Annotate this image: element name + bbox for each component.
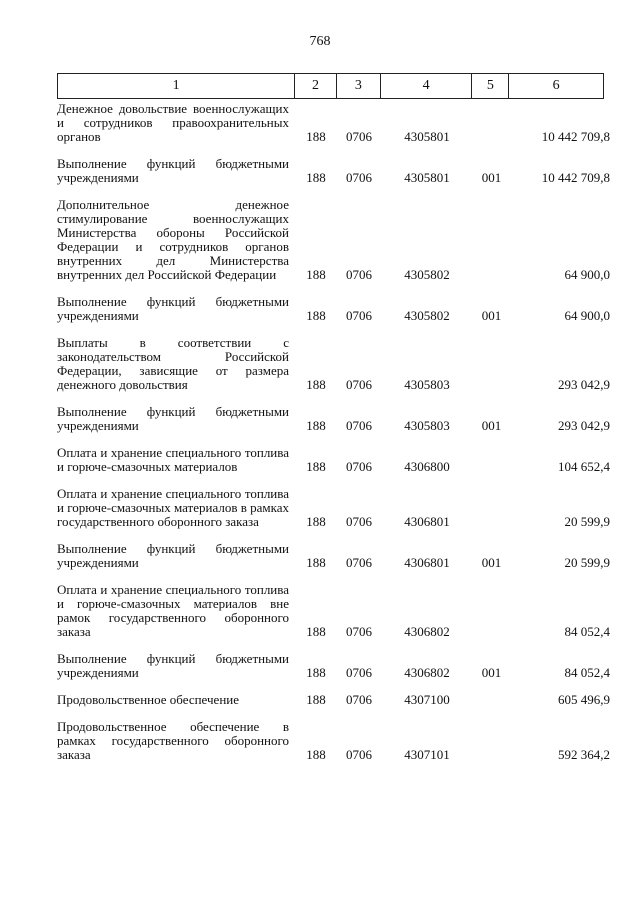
row-col-2: 188 xyxy=(306,418,326,433)
header-col-5: 5 xyxy=(472,74,509,98)
row-col-3: 0706 xyxy=(346,377,372,392)
row-col-3: 0706 xyxy=(346,129,372,144)
row-name: Продовольственное обеспечение в рамках государственного оборонного заказа xyxy=(57,719,289,762)
row-col-2: 188 xyxy=(306,514,326,529)
row-col-3: 0706 xyxy=(346,747,372,762)
row-col-3: 0706 xyxy=(346,170,372,185)
row-name: Дополнительное денежное стимулирование военнослужащих Министерства обороны Российской Федерации и сотрудников органов внутренних дел Министерства внутренних дел Российской Федерации xyxy=(57,197,289,282)
row-col-6: 293 042,9 xyxy=(558,377,610,392)
row-name: Продовольственное обеспечение xyxy=(57,692,239,707)
table-row xyxy=(57,583,617,639)
row-col-3: 0706 xyxy=(346,267,372,282)
row-col-3: 0706 xyxy=(346,418,372,433)
row-col-3: 0706 xyxy=(346,624,372,639)
row-col-4: 4306802 xyxy=(404,665,450,680)
table-row xyxy=(57,693,617,707)
table-row xyxy=(57,487,617,529)
row-col-4: 4307101 xyxy=(404,747,450,762)
row-col-2: 188 xyxy=(306,624,326,639)
row-col-6: 84 052,4 xyxy=(564,665,610,680)
row-col-3: 0706 xyxy=(346,459,372,474)
row-col-6: 64 900,0 xyxy=(564,267,610,282)
table-row xyxy=(57,295,617,323)
row-name: Выполнение функций бюджетными учреждениями xyxy=(57,156,289,185)
row-col-2: 188 xyxy=(306,692,326,707)
row-col-6: 592 364,2 xyxy=(558,747,610,762)
row-name: Выполнение функций бюджетными учреждениями xyxy=(57,294,289,323)
table-row xyxy=(57,542,617,570)
row-col-2: 188 xyxy=(306,267,326,282)
row-col-4: 4306801 xyxy=(404,555,450,570)
row-col-4: 4305801 xyxy=(404,170,450,185)
header-col-2: 2 xyxy=(295,74,337,98)
row-col-3: 0706 xyxy=(346,514,372,529)
row-col-2: 188 xyxy=(306,665,326,680)
row-name: Денежное довольствие военнослужащих и сотрудников правоохранительных органов xyxy=(57,101,289,144)
row-col-6: 20 599,9 xyxy=(564,514,610,529)
row-col-6: 605 496,9 xyxy=(558,692,610,707)
table-row xyxy=(57,102,617,144)
row-col-4: 4306800 xyxy=(404,459,450,474)
row-col-2: 188 xyxy=(306,555,326,570)
row-col-5: 001 xyxy=(481,418,502,433)
header-col-6: 6 xyxy=(552,78,560,93)
row-col-4: 4307100 xyxy=(404,692,450,707)
table-row xyxy=(57,446,617,474)
row-col-6: 20 599,9 xyxy=(564,555,610,570)
row-name: Оплата и хранение специального топлива и горюче-смазочных материалов в рамках государственного оборонного заказа xyxy=(57,486,289,529)
row-name: Выплаты в соответствии с законодательством Российской Федерации, зависящие от размера денежного довольствия xyxy=(57,335,289,392)
table-header xyxy=(57,73,604,99)
row-col-3: 0706 xyxy=(346,665,372,680)
table-row xyxy=(57,652,617,680)
header-col-4: 4 xyxy=(381,74,473,98)
row-col-4: 4305801 xyxy=(404,129,450,144)
row-name: Выполнение функций бюджетными учреждениями xyxy=(57,651,289,680)
row-col-4: 4306802 xyxy=(404,624,450,639)
header-col-3: 3 xyxy=(337,74,381,98)
row-col-4: 4306801 xyxy=(404,514,450,529)
row-col-5: 001 xyxy=(481,555,502,570)
row-col-6: 84 052,4 xyxy=(564,624,610,639)
row-col-6: 64 900,0 xyxy=(564,308,610,323)
row-col-2: 188 xyxy=(306,308,326,323)
row-col-2: 188 xyxy=(306,129,326,144)
row-col-4: 4305802 xyxy=(404,308,450,323)
header-col-1: 1 xyxy=(58,74,295,98)
row-col-3: 0706 xyxy=(346,308,372,323)
table-row xyxy=(57,720,617,762)
row-col-2: 188 xyxy=(306,747,326,762)
row-name: Выполнение функций бюджетными учреждениями xyxy=(57,541,289,570)
row-col-6: 293 042,9 xyxy=(558,418,610,433)
row-col-3: 0706 xyxy=(346,692,372,707)
table-row xyxy=(57,198,617,282)
row-col-4: 4305802 xyxy=(404,267,450,282)
row-col-4: 4305803 xyxy=(404,377,450,392)
row-col-2: 188 xyxy=(306,459,326,474)
row-col-4: 4305803 xyxy=(404,418,450,433)
table-row xyxy=(57,157,617,185)
table-row xyxy=(57,405,617,433)
row-col-6: 10 442 709,8 xyxy=(541,129,610,144)
page-number: 768 xyxy=(309,34,331,49)
row-name: Выполнение функций бюджетными учреждениями xyxy=(57,404,289,433)
row-name: Оплата и хранение специального топлива и горюче-смазочных материалов xyxy=(57,445,289,474)
row-col-3: 0706 xyxy=(346,555,372,570)
table-row xyxy=(57,336,617,392)
row-col-5: 001 xyxy=(481,308,502,323)
row-col-6: 10 442 709,8 xyxy=(541,170,610,185)
row-name: Оплата и хранение специального топлива и горюче-смазочных материалов вне рамок государственного оборонного заказа xyxy=(57,582,289,639)
table-body xyxy=(57,102,617,775)
row-col-2: 188 xyxy=(306,170,326,185)
row-col-2: 188 xyxy=(306,377,326,392)
row-col-5: 001 xyxy=(481,170,502,185)
row-col-5: 001 xyxy=(481,665,502,680)
row-col-6: 104 652,4 xyxy=(558,459,610,474)
